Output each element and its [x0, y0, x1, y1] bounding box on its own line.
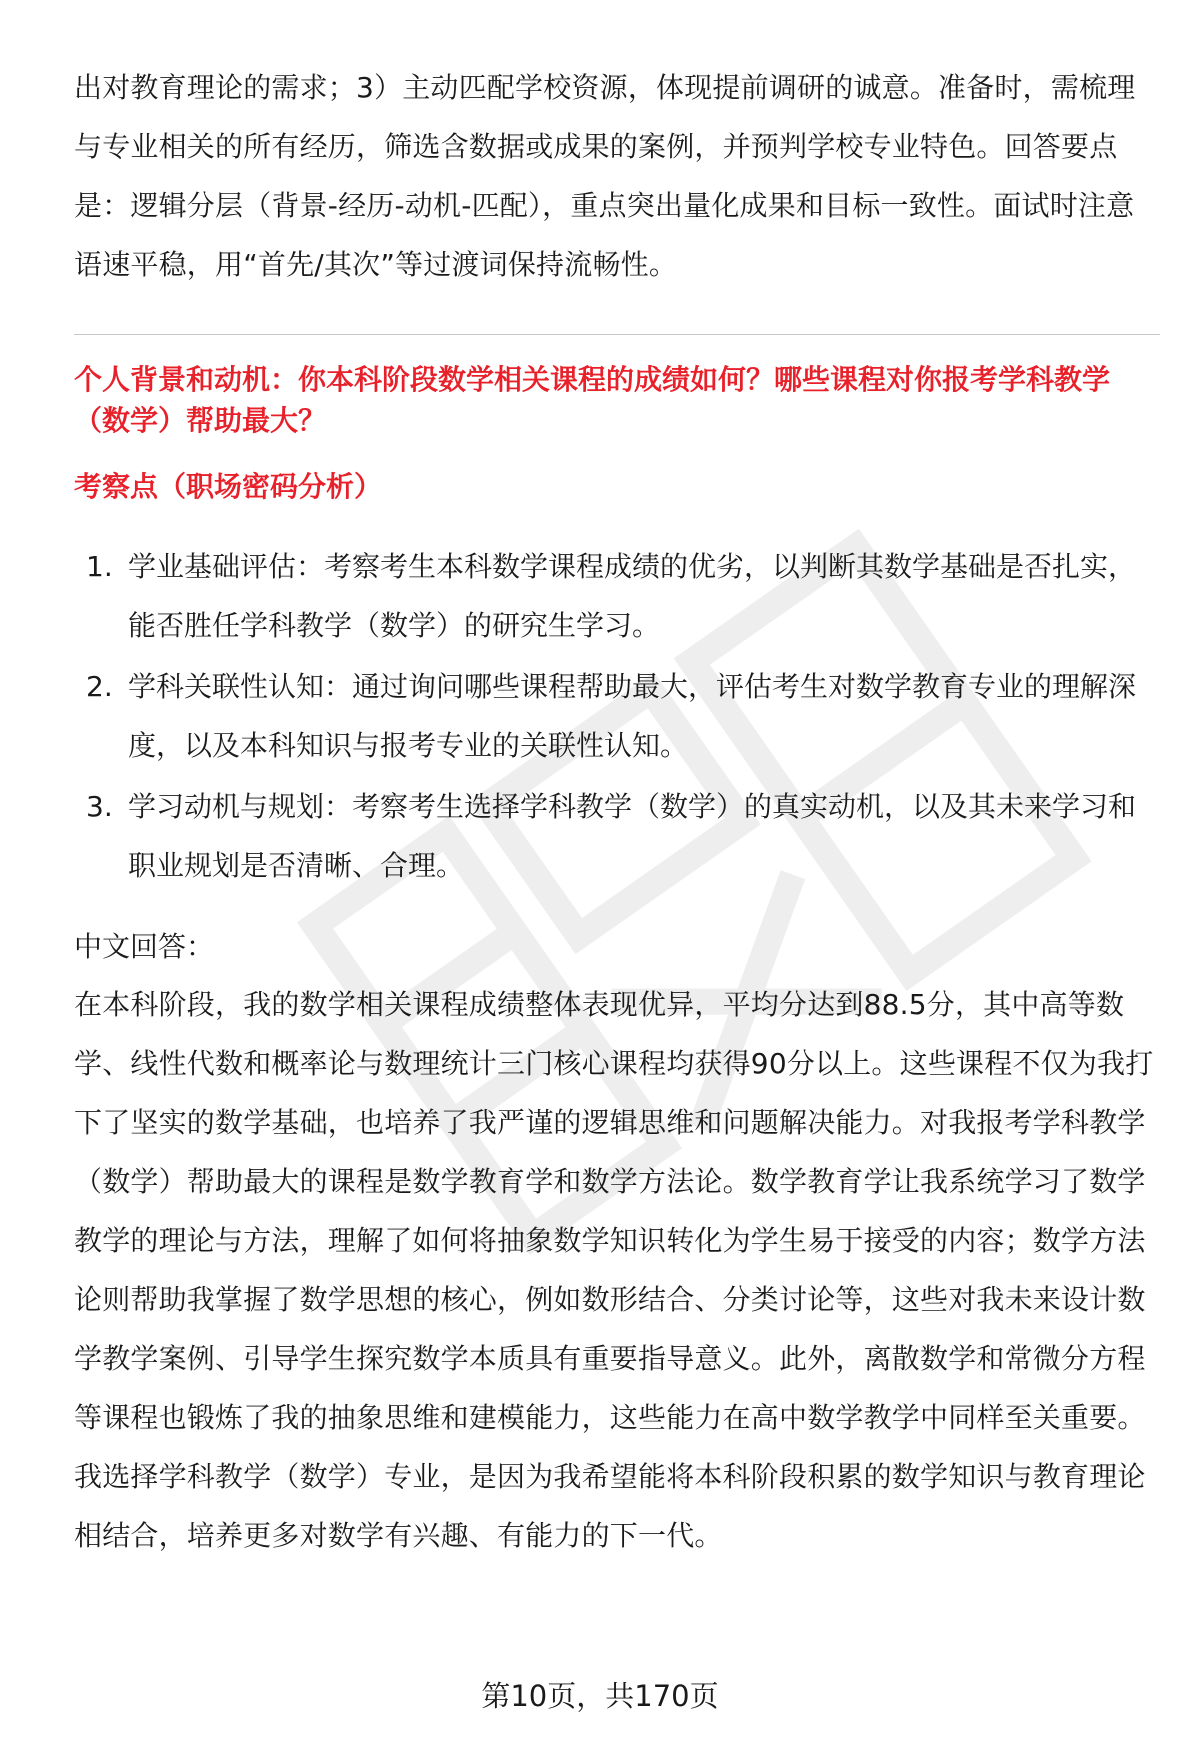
page-number: 第10页，共170页	[481, 1679, 719, 1713]
intro-paragraph: 出对教育理论的需求；3）主动匹配学校资源，体现提前调研的诚意。准备时，需梳理与专业相关的所有经历，筛选含数据或成果的案例，并预判学校专业特色。回答要点是：逻辑分层（背景-经历-动机-匹配），重点突出量化成果和目标一致性。面试时注意语速平稳，用“首先/其次”等过渡词保持流畅性。	[74, 71, 1136, 281]
analysis-point	[74, 537, 1160, 655]
point-number: 3.	[86, 790, 113, 823]
answer-paragraph: 在本科阶段，我的数学相关课程成绩整体表现优异，平均分达到88.5分，其中高等数学、线性代数和概率论与数理统计三门核心课程均获得90分以上。这些课程不仅为我打下了坚实的数学基础，也培养了我严谨的逻辑思维和问题解决能力。对我报考学科教学（数学）帮助最大的课程是数学教育学和数学方法论。数学教育学让我系统学习了数学教学的理论与方法，理解了如何将抽象数学知识转化为学生易于接受的内容；数学方法论则帮助我掌握了数学思想的核心，例如数形结合、分类讨论等，这些对我未来设计数学教学案例、引导学生探究数学本质具有重要指导意义。此外，离散数学和常微分方程等课程也锻炼了我的抽象思维和建模能力，这些能力在高中数学教学中同样至关重要。我选择学科教学（数学）专业，是因为我希望能将本科阶段积累的数学知识与教育理论相结合，培养更多对数学有兴趣、有能力的下一代。	[74, 988, 1154, 1552]
point-text: 学科关联性认知：通过询问哪些课程帮助最大，评估考生对数学教育专业的理解深度，以及本科知识与报考专业的关联性认知。	[128, 670, 1137, 762]
section-divider	[74, 334, 1160, 335]
analysis-point-list	[74, 537, 1160, 895]
analysis-point	[74, 657, 1160, 775]
page-content	[74, 58, 1160, 1565]
point-text: 学业基础评估：考察考生本科数学课程成绩的优劣，以判断其数学基础是否扎实，能否胜任学科教学（数学）的研究生学习。	[128, 550, 1137, 642]
analysis-heading: 考察点（职场密码分析）	[74, 470, 383, 503]
question-heading: 个人背景和动机：你本科阶段数学相关课程的成绩如何？哪些课程对你报考学科教学（数学）帮助最大？	[74, 363, 1111, 437]
analysis-point	[74, 777, 1160, 895]
point-text: 学习动机与规划：考察考生选择学科教学（数学）的真实动机，以及其未来学习和职业规划是否清晰、合理。	[128, 790, 1137, 882]
answer-label: 中文回答：	[74, 930, 215, 963]
point-number: 2.	[86, 670, 113, 703]
point-number: 1.	[86, 550, 113, 583]
